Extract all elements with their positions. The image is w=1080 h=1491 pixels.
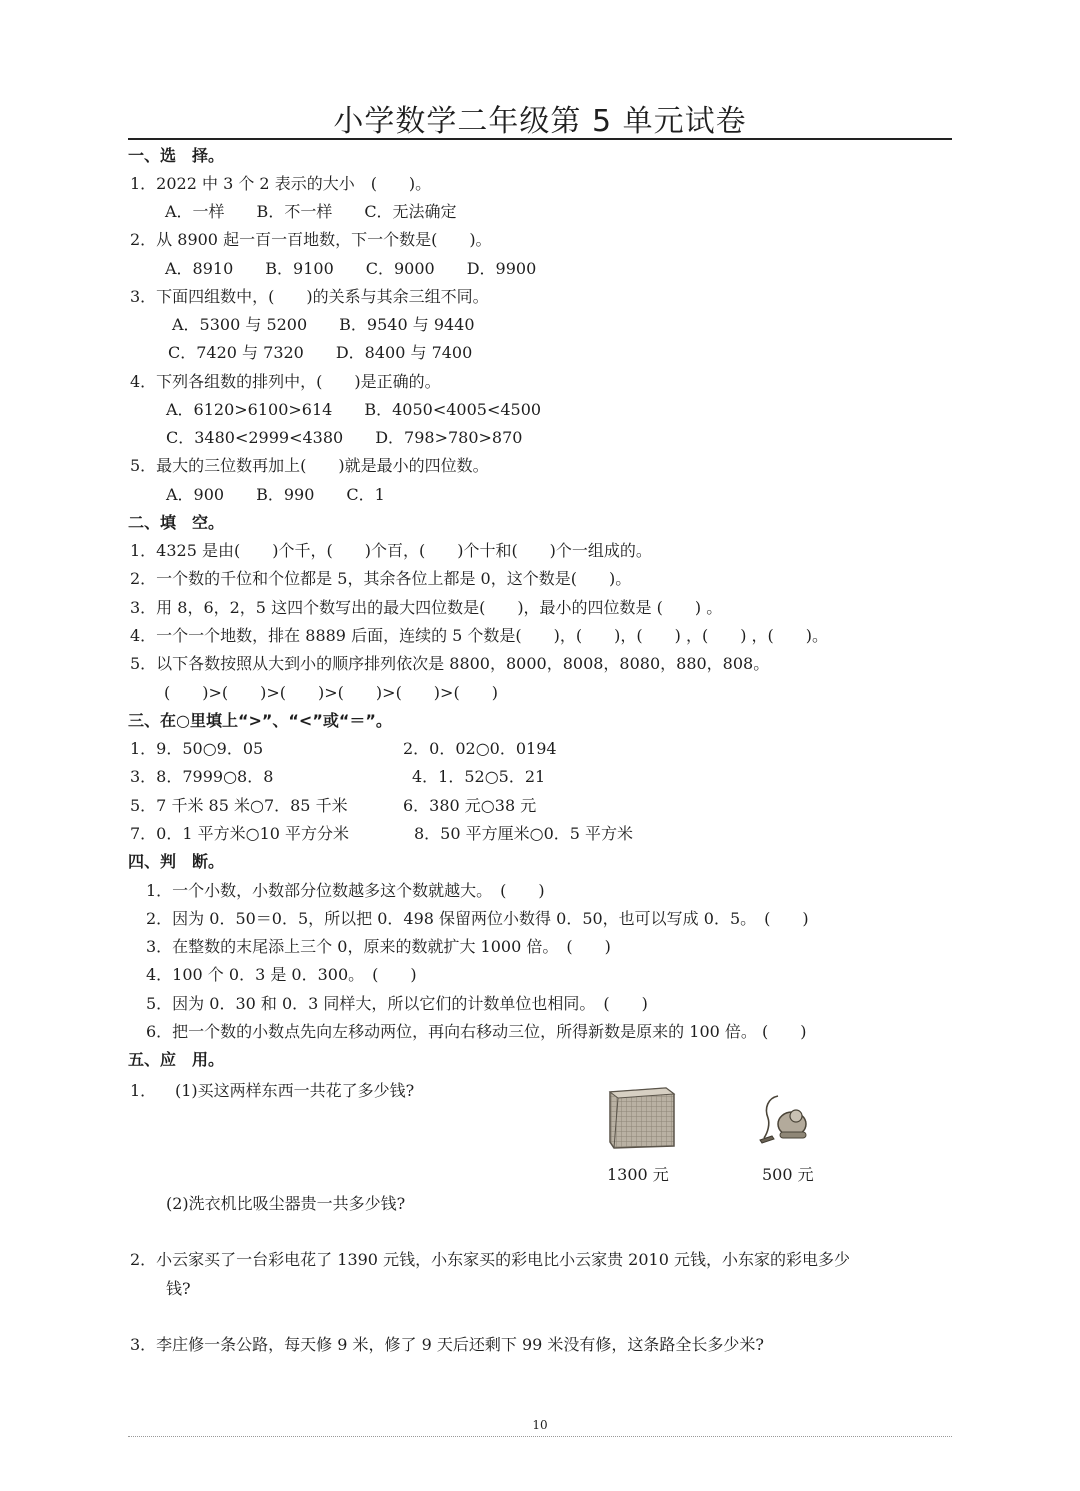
s2-question-5: 5．以下各数按照从大到小的顺序排列依次是 8800，8000，8008，8080，880，808。 [130, 654, 770, 673]
s2-question-5-blanks: ( )>( )>( )>( )>( )>( ) [164, 683, 498, 702]
section-2-heading: 二、填 空。 [128, 513, 225, 532]
s3-item-8: 8．50 平方厘米○0．5 平方米 [414, 824, 634, 843]
s1-question-2: 2．从 8900 起一百一百地数，下一个数是( )。 [130, 230, 492, 249]
s1-question-4: 4．下列各组数的排列中，( )是正确的。 [130, 372, 441, 391]
section-3-heading: 三、在○里填上“>”、“<”或“＝”。 [128, 711, 392, 730]
s1-question-5-options: A．900 B．990 C．1 [166, 485, 385, 504]
vacuum-cleaner-price: 500 元 [762, 1165, 814, 1184]
s5-question-1-part-1: (1)买这两样东西一共花了多少钱? [175, 1081, 415, 1100]
s1-question-4-options-a: A．6120>6100>614 B．4050<4005<4500 [166, 400, 542, 419]
page-number: 10 [532, 1418, 548, 1432]
title-rule [128, 138, 952, 140]
s1-question-2-options: A．8910 B．9100 C．9000 D．9900 [165, 259, 537, 278]
s5-question-2-line-1: 2．小云家买了一台彩电花了 1390 元钱，小东家买的彩电比小云家贵 2010 元钱，小东家的彩电多少 [130, 1250, 850, 1269]
s1-question-3-options-b: C．7420 与 7320 D．8400 与 7400 [168, 343, 473, 362]
s1-question-5: 5．最大的三位数再加上( )就是最小的四位数。 [130, 456, 489, 475]
s5-question-3: 3．李庄修一条公路，每天修 9 米，修了 9 天后还剩下 99 米没有修，这条路全长多少米? [130, 1335, 764, 1354]
s1-question-3: 3．下面四组数中，( )的关系与其余三组不同。 [130, 287, 489, 306]
s1-question-4-options-b: C．3480<2999<4380 D．798>780>870 [166, 428, 523, 447]
s5-question-1-number: 1． [130, 1081, 157, 1100]
page-title: 小学数学二年级第 5 单元试卷 [333, 104, 747, 139]
s4-question-5: 5．因为 0．30 和 0．3 同样大，所以它们的计数单位也相同。 ( ) [146, 994, 648, 1013]
s4-question-1: 1．一个小数，小数部分位数越多这个数就越大。 ( ) [146, 881, 545, 900]
s3-item-3: 3．8．7999○8．8 [130, 767, 274, 786]
s3-item-7: 7．0．1 平方米○10 平方分米 [130, 824, 350, 843]
s4-question-3: 3．在整数的末尾添上三个 0，原来的数就扩大 1000 倍。 ( ) [146, 937, 611, 956]
s1-question-3-options-a: A．5300 与 5200 B．9540 与 9440 [172, 315, 475, 334]
washing-machine-icon [606, 1086, 678, 1150]
s2-question-3: 3．用 8，6，2，5 这四个数写出的最大四位数是( )，最小的四位数是 ( ) 。 [130, 598, 723, 617]
s4-question-4: 4．100 个 0．3 是 0．300。 ( ) [146, 965, 417, 984]
s3-item-5: 5．7 千米 85 米○7．85 千米 [130, 796, 348, 815]
s4-question-6: 6．把一个数的小数点先向左移动两位，再向右移动三位，所得新数是原来的 100 倍。 ( ) [146, 1022, 807, 1041]
washing-machine-price: 1300 元 [607, 1165, 669, 1184]
s2-question-1: 1．4325 是由( )个千，( )个百，( )个十和( )个一组成的。 [130, 541, 652, 560]
section-1-heading: 一、选 择。 [128, 146, 225, 165]
vacuum-cleaner-icon [758, 1090, 812, 1144]
s5-question-1-part-2: (2)洗衣机比吸尘器贵一共多少钱? [166, 1194, 406, 1213]
s2-question-4: 4．一个一个地数，排在 8889 后面，连续的 5 个数是( )，( )，( ) ，( ) ，( )。 [130, 626, 829, 645]
s3-item-2: 2．0．02○0．0194 [403, 739, 557, 758]
s1-question-1: 1．2022 中 3 个 2 表示的大小 ( )。 [130, 174, 432, 193]
section-4-heading: 四、判 断。 [128, 852, 225, 871]
s3-item-4: 4．1．52○5．21 [412, 767, 546, 786]
s4-question-2: 2．因为 0．50＝0．5，所以把 0．498 保留两位小数得 0．50，也可以写成 0．5。 ( ) [146, 909, 809, 928]
section-5-heading: 五、应 用。 [128, 1050, 225, 1069]
s5-question-2-line-2: 钱? [166, 1279, 191, 1298]
s3-item-6: 6．380 元○38 元 [403, 796, 537, 815]
footer-dotted-rule [128, 1436, 952, 1437]
s1-question-1-options: A．一样 B．不一样 C．无法确定 [165, 202, 457, 221]
s2-question-2: 2．一个数的千位和个位都是 5，其余各位上都是 0，这个数是( )。 [130, 569, 632, 588]
s3-item-1: 1．9．50○9．05 [130, 739, 264, 758]
